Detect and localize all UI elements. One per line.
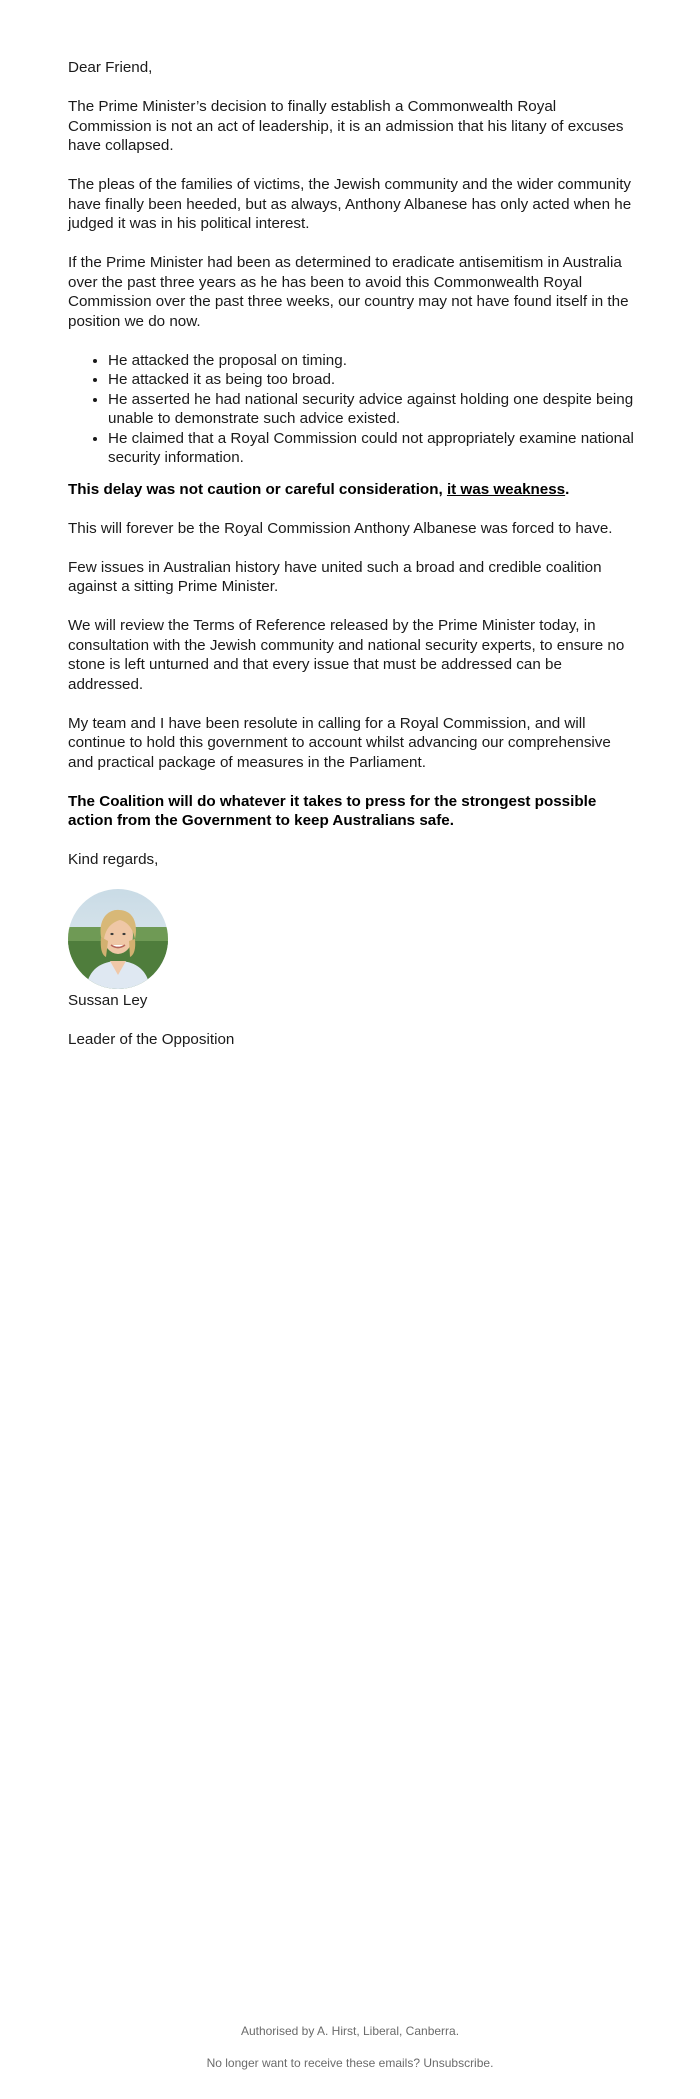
delay-prefix: This delay was not caution or careful consideration, [68,480,447,498]
unsubscribe-link[interactable]: Unsubscribe. [423,2056,494,2070]
signer-title: Leader of the Opposition [68,1031,235,1048]
delay-suffix: . [565,480,570,498]
signer-portrait [68,889,168,989]
greeting: Dear Friend, [68,59,153,76]
portrait-illustration [68,889,168,989]
delay-statement [68,480,638,500]
paragraph-6: We will review the Terms of Reference released by the Prime Minister today, in consultation with the Jewish community and national security experts, to ensure no stone is left unturned and that every issue that must be addressed can be addressed. [68,617,625,693]
paragraph-3: If the Prime Minister had been as determined to eradicate antisemitism in Australia over the past three years as he has been to avoid this Commonwealth Royal Commission over the past three weeks, our country may not have found itself in the position we do now. [68,254,629,330]
list-item: • He attacked the proposal on timing. [108,351,638,371]
paragraph-5: Few issues in Australian history have united such a broad and credible coalition against a sitting Prime Minister. [68,558,602,595]
list-item: • He attacked it as being too broad. [108,370,638,390]
signer-name: Sussan Ley [68,992,148,1009]
authorisation-notice: Authorised by A. Hirst, Liberal, Canberra. [240,2024,460,2038]
delay-emphasis: it was weakness [446,480,566,498]
excuses-list [68,351,638,468]
list-item: • He claimed that a Royal Commission could not appropriately examine national security information. [108,429,638,468]
unsubscribe-prompt: No longer want to receive these emails? [206,2056,421,2070]
unsubscribe-line [0,2056,700,2070]
signoff: Kind regards, [68,851,159,868]
email-body [68,58,638,1069]
paragraph-7: My team and I have been resolute in calling for a Royal Commission, and will continue to hold this government to account whilst advancing our comprehensive and practical package of measures in the Parliament. [68,714,611,771]
closing-statement: The Coalition will do whatever it takes to press for the strongest possible action from the Government to keep Australians safe. [68,792,597,829]
list-item: • He asserted he had national security advice against holding one despite being unable to demonstrate such advice existed. [108,390,638,429]
paragraph-2: The pleas of the families of victims, the Jewish community and the wider community have finally been heeded, but as always, Anthony Albanese has only acted when he judged it was in his political interest. [68,176,632,232]
paragraph-4: This will forever be the Royal Commission Anthony Albanese was forced to have. [68,519,613,537]
paragraph-1: The Prime Minister’s decision to finally establish a Commonwealth Royal Commission is not an act of leadership, it is an admission that his litany of excuses have collapsed. [68,98,624,154]
